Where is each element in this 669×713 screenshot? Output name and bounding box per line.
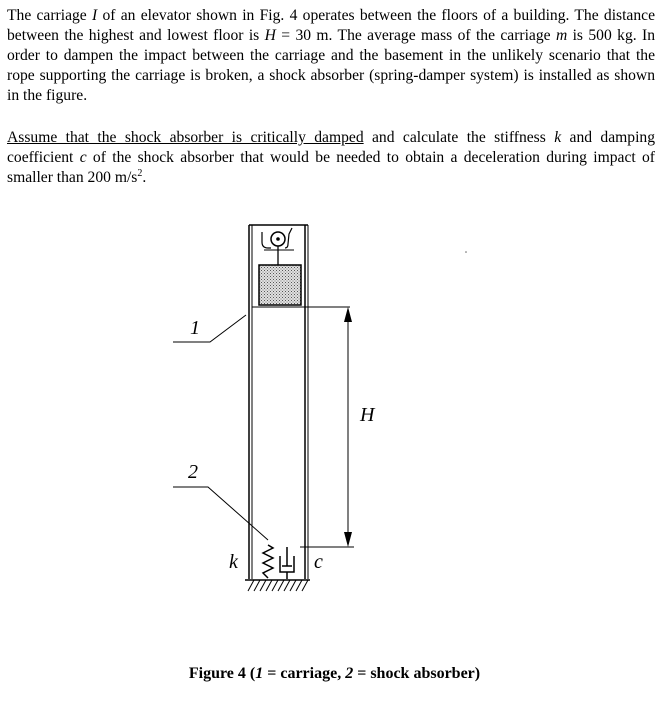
elevator-figure — [0, 215, 669, 615]
var-c: c — [79, 149, 87, 166]
underlined-assumption: Assume that the shock absorber is critically damped — [7, 129, 364, 146]
ground-hatch — [245, 580, 310, 591]
problem-paragraph-1 — [7, 6, 655, 106]
h-arrow-bottom — [344, 532, 352, 547]
problem-paragraph-2 — [7, 128, 655, 188]
text-run: and damping coefficient — [7, 129, 655, 166]
label-2: 2 — [188, 461, 198, 483]
var-m: m — [555, 27, 568, 44]
var-carriage: I — [92, 7, 98, 24]
spring-icon — [263, 545, 273, 578]
caption-text: = shock absorber) — [353, 665, 481, 682]
leader-line-2 — [173, 487, 268, 540]
caption-text: = carriage, — [263, 665, 346, 682]
var-h: H — [264, 27, 276, 44]
text-run: is 500 kg. In order to dampen the impact between the carriage and the basement in the unlikely scenario that the rope supporting the carriage is broken, a shock absorber (spring-damper system) is installed as shown in the figure. — [7, 27, 655, 104]
superscript: 2 — [137, 167, 143, 179]
h-arrow-top — [344, 307, 352, 322]
caption-text: Figure 4 ( — [188, 665, 256, 682]
var-k: k — [554, 129, 562, 146]
label-k: k — [229, 551, 238, 573]
label-1: 1 — [190, 317, 200, 339]
text-run: of an elevator shown in Fig. 4 operates between the floors of a building. The distance between the highest and lowest floor is — [7, 7, 655, 44]
carriage — [259, 265, 301, 305]
leader-line-1 — [173, 315, 246, 342]
label-h: H — [360, 404, 375, 426]
text-run: The carriage — [7, 7, 92, 24]
text-run: and calculate the stiffness — [363, 129, 555, 146]
figure-caption — [0, 665, 669, 683]
text-run: of the shock absorber that would be needed to obtain a deceleration during impact of smaller than 200 m/s — [7, 149, 655, 186]
text-run: . — [142, 169, 147, 186]
caption-num-1: 1 — [255, 665, 264, 682]
damper-icon — [280, 547, 294, 579]
stray-mark — [465, 251, 467, 253]
text-run: = 30 m. The average mass of the carriage — [275, 27, 556, 44]
label-c: c — [314, 551, 323, 573]
caption-num-2: 2 — [345, 665, 354, 682]
